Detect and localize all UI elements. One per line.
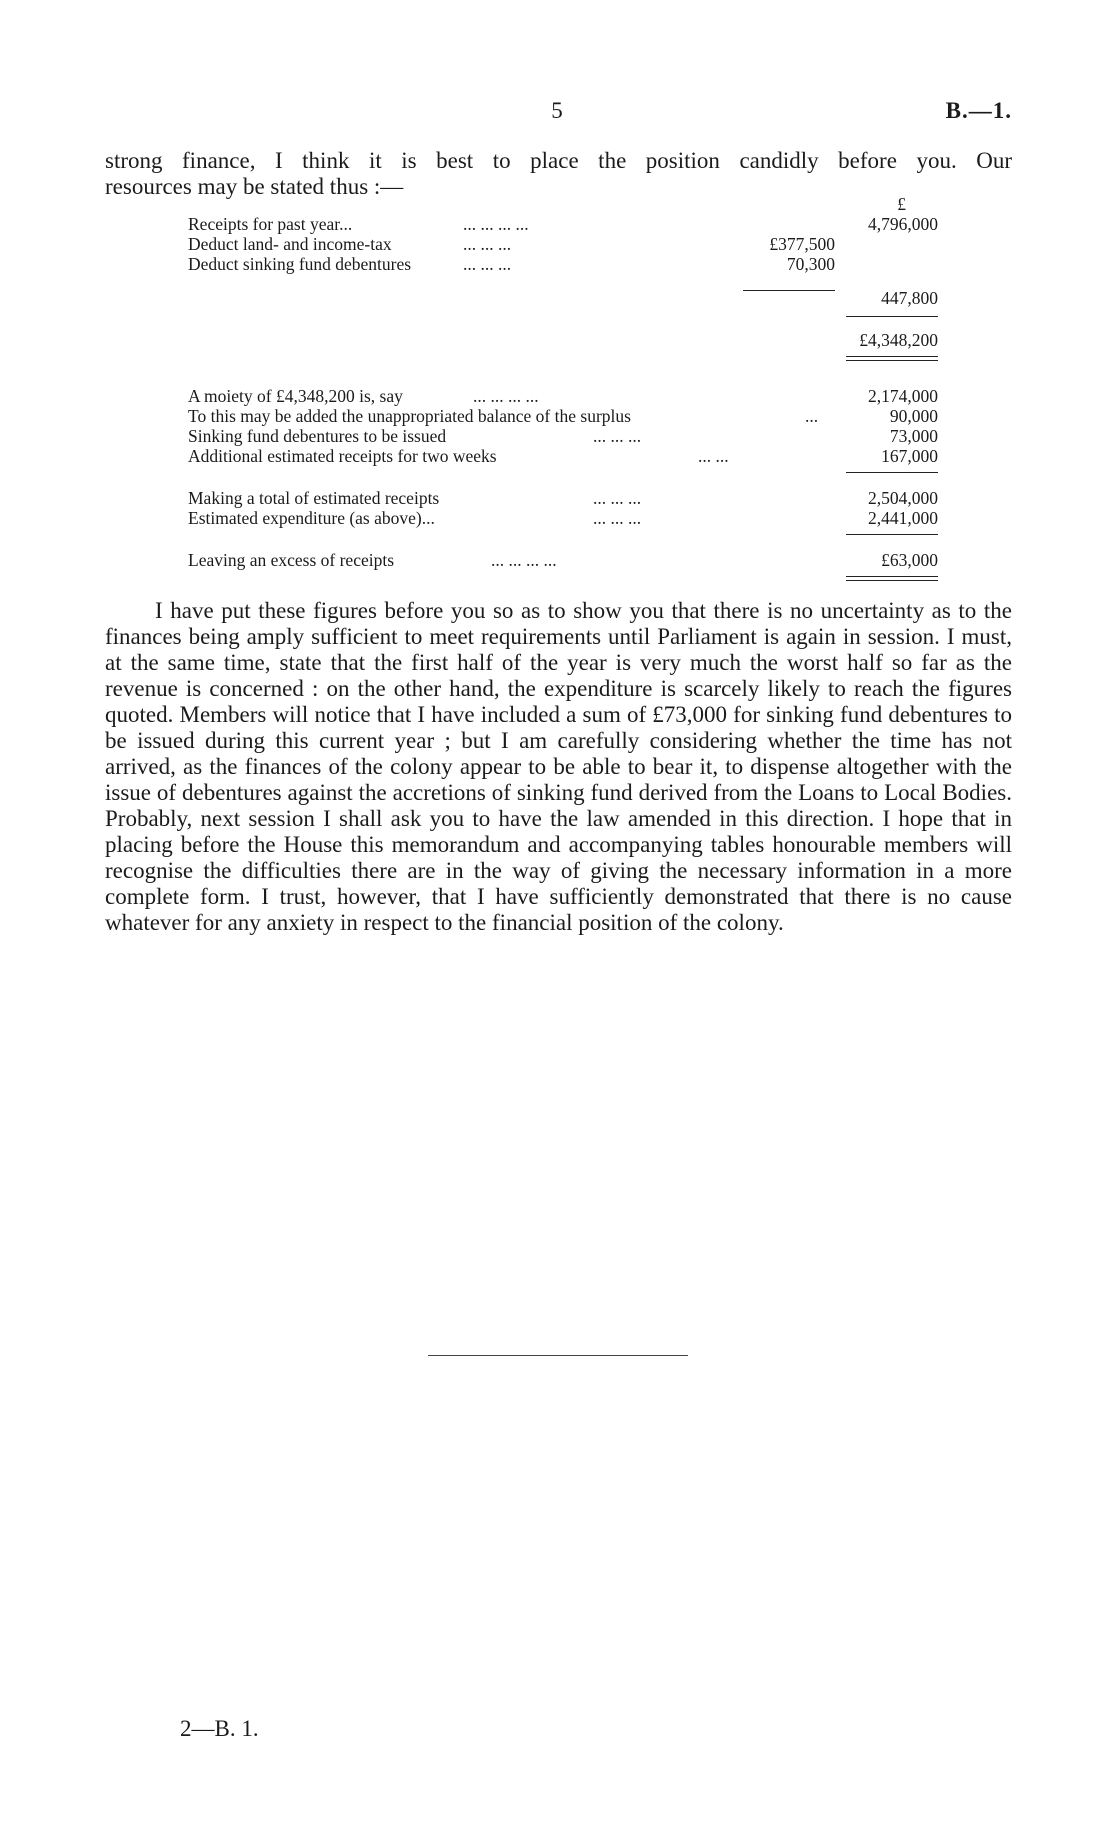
ledger-row: [188, 214, 938, 234]
excess-amount: £63,000: [881, 550, 938, 570]
row-label: Receipts for past year...: [188, 214, 353, 234]
row-amount: 2,441,000: [868, 508, 938, 528]
section-separator: [428, 1355, 688, 1356]
leader-dots: ... ... ...: [593, 426, 642, 446]
double-rule: [846, 576, 938, 581]
row-amount: 2,174,000: [868, 386, 938, 406]
leader-dots: ... ... ...: [593, 488, 642, 508]
row-label: Deduct land- and income-tax: [188, 234, 392, 254]
row-label: Deduct sinking fund debentures: [188, 254, 412, 274]
ledger-row: [188, 386, 938, 406]
ledger-row: [188, 488, 938, 508]
ledger-row: [188, 426, 938, 446]
row-label: Sinking fund debentures to be issued: [188, 426, 447, 446]
sum-rule: [846, 472, 938, 473]
row-amount: 73,000: [889, 426, 938, 446]
document-reference: B.—1.: [945, 98, 1012, 123]
ledger-row: [188, 508, 938, 528]
intro-line-2: resources may be stated thus :—: [105, 174, 404, 199]
leader-dots: ... ... ... ...: [491, 550, 557, 570]
leader-dots: ... ... ...: [463, 234, 512, 254]
double-rule: [846, 356, 938, 361]
total-rule: [846, 316, 938, 317]
row-label: To this may be added the unappropriated balance of the surplus: [188, 406, 631, 426]
currency-symbol: £: [897, 194, 906, 214]
ledger-row: [188, 406, 938, 426]
page-number: 5: [551, 98, 563, 123]
leader-dots: ... ...: [698, 446, 729, 466]
row-label: Leaving an excess of receipts: [188, 550, 395, 570]
ledger-row: [188, 330, 938, 350]
leader-dots: ... ... ... ...: [463, 214, 529, 234]
leader-dots: ...: [805, 406, 819, 426]
ledger-row: [188, 550, 938, 570]
row-label: Additional estimated receipts for two weeks: [188, 446, 497, 466]
row-amount: 90,000: [889, 406, 938, 426]
deductions-total: 447,800: [881, 288, 938, 308]
ledger-row: [188, 446, 938, 466]
row-amount: 4,796,000: [868, 214, 938, 234]
ledger-row: [188, 288, 938, 308]
intro-line-1: strong finance, I think it is best to place the position candidly before you. Our: [105, 148, 1012, 173]
row-amount: 167,000: [881, 446, 938, 466]
row-sub-amount: 70,300: [786, 254, 835, 274]
row-label: A moiety of £4,348,200 is, say: [188, 386, 403, 406]
ledger-row: [188, 254, 938, 274]
leader-dots: ... ... ... ...: [473, 386, 539, 406]
row-label: Making a total of estimated receipts: [188, 488, 440, 508]
body-paragraph: I have put these figures before you so as to show you that there is no uncertainty as to the finances being amply sufficient to meet requirements until Parliament is again in session. I must, at the same time, state that the first half of the year is very much the worst half so far as the revenue is concerned : on the other hand, the expenditure is scarcely likely to reach the figures quoted. Members will notice that I have included a sum of £73,000 for sinking fund debentures to be issued during this current year ; but I am carefully considering whether the time has not arrived, as the finances of the colony appear to be able to bear it, to dispense altogether with the issue of debentures against the accretions of sinking fund derived from the Loans to Local Bodies. Probably, next session I shall ask you to have the law amended in this direction. I hope that in placing before the House this memorandum and accompanying tables honourable members will recognise the difficulties there are in the way of giving the necessary information in a more complete form. I trust, however, that I have sufficiently demonstrated that there is no cause whatever for any anxiety in respect to the financial position of the colony.: [105, 598, 1012, 935]
intro-text: [105, 148, 1012, 200]
leader-dots: ... ... ...: [463, 254, 512, 274]
row-amount: 2,504,000: [868, 488, 938, 508]
currency-header: [188, 194, 938, 214]
row-sub-amount: £377,500: [769, 234, 835, 254]
signature-mark: 2—B. 1.: [180, 1716, 259, 1741]
row-label: Estimated expenditure (as above)...: [188, 508, 435, 528]
leader-dots: ... ... ...: [593, 508, 642, 528]
ledger-row: [188, 234, 938, 254]
difference-rule: [846, 534, 938, 535]
net-total: £4,348,200: [859, 330, 938, 350]
